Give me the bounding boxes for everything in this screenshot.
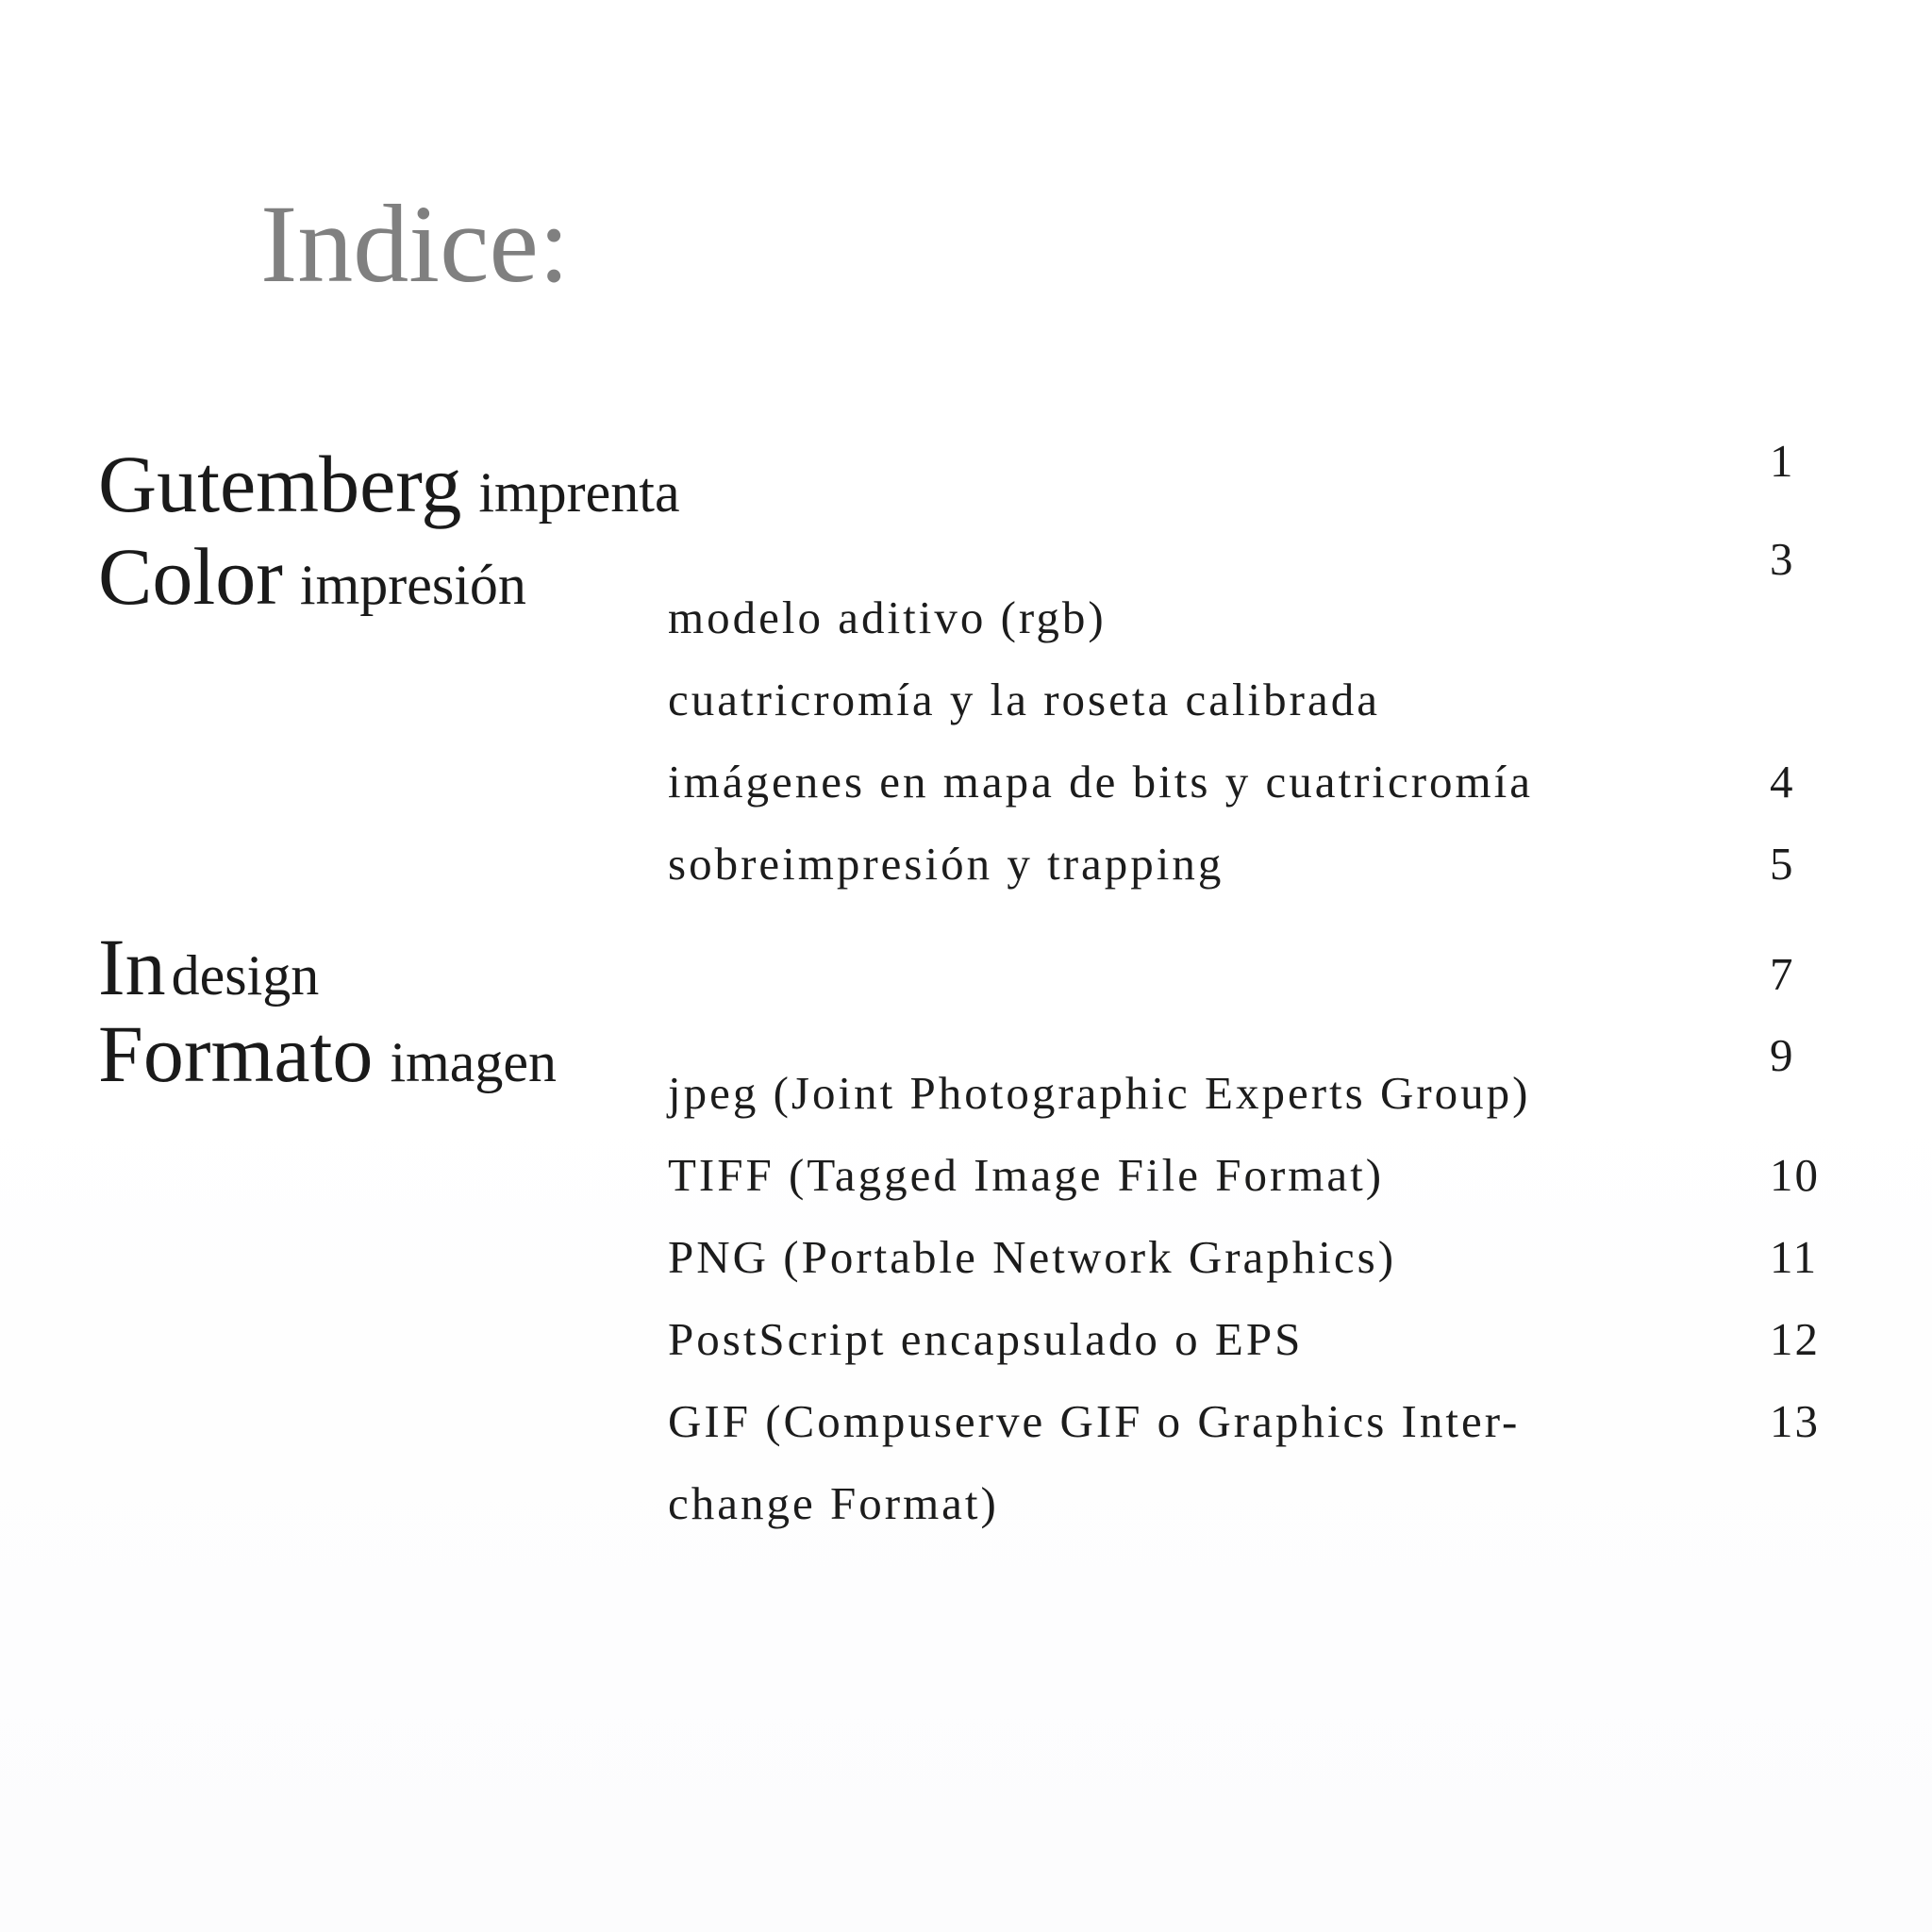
section-heading-indesign [98,922,320,1012]
list-item: sobreimpresión y trapping [668,838,1224,890]
section-sub-label: design [171,944,320,1007]
section-heading-formato [98,1008,558,1099]
list-item: GIF (Compuserve GIF o Graphics Inter- [668,1395,1521,1447]
section-sub-label: imprenta [478,461,680,524]
list-item: modelo aditivo (rgb) [668,591,1107,643]
section-main-label: Formato [98,1008,374,1099]
section-page-number: 1 [1770,435,1795,487]
list-item: PNG (Portable Network Graphics) [668,1231,1397,1283]
section-page-number: 3 [1770,533,1795,585]
item-page-number: 10 [1770,1149,1820,1201]
item-page-number: 11 [1770,1231,1819,1283]
item-page-number: 4 [1770,756,1795,808]
section-page-number: 9 [1770,1029,1795,1081]
list-item: PostScript encapsulado o EPS [668,1313,1304,1365]
section-heading-gutemberg [98,439,680,529]
section-sub-label: impresión [299,554,526,616]
section-main-label: Color [98,531,283,622]
list-item: imágenes en mapa de bits y cuatricromía [668,756,1534,808]
list-item: TIFF (Tagged Image File Format) [668,1149,1385,1201]
item-page-number: 13 [1770,1395,1820,1447]
section-main-label: In [98,922,166,1012]
list-item: change Format) [668,1477,999,1529]
section-sub-label: imagen [390,1031,558,1093]
section-heading-color [98,531,526,622]
section-page-number: 7 [1770,948,1795,1000]
item-page-number: 12 [1770,1313,1820,1365]
list-item: jpeg (Joint Photographic Experts Group) [668,1067,1531,1119]
section-main-label: Gutemberg [98,439,462,529]
page-title: Indice: [260,182,570,306]
item-page-number: 5 [1770,838,1795,890]
list-item: cuatricromía y la roseta calibrada [668,674,1380,725]
